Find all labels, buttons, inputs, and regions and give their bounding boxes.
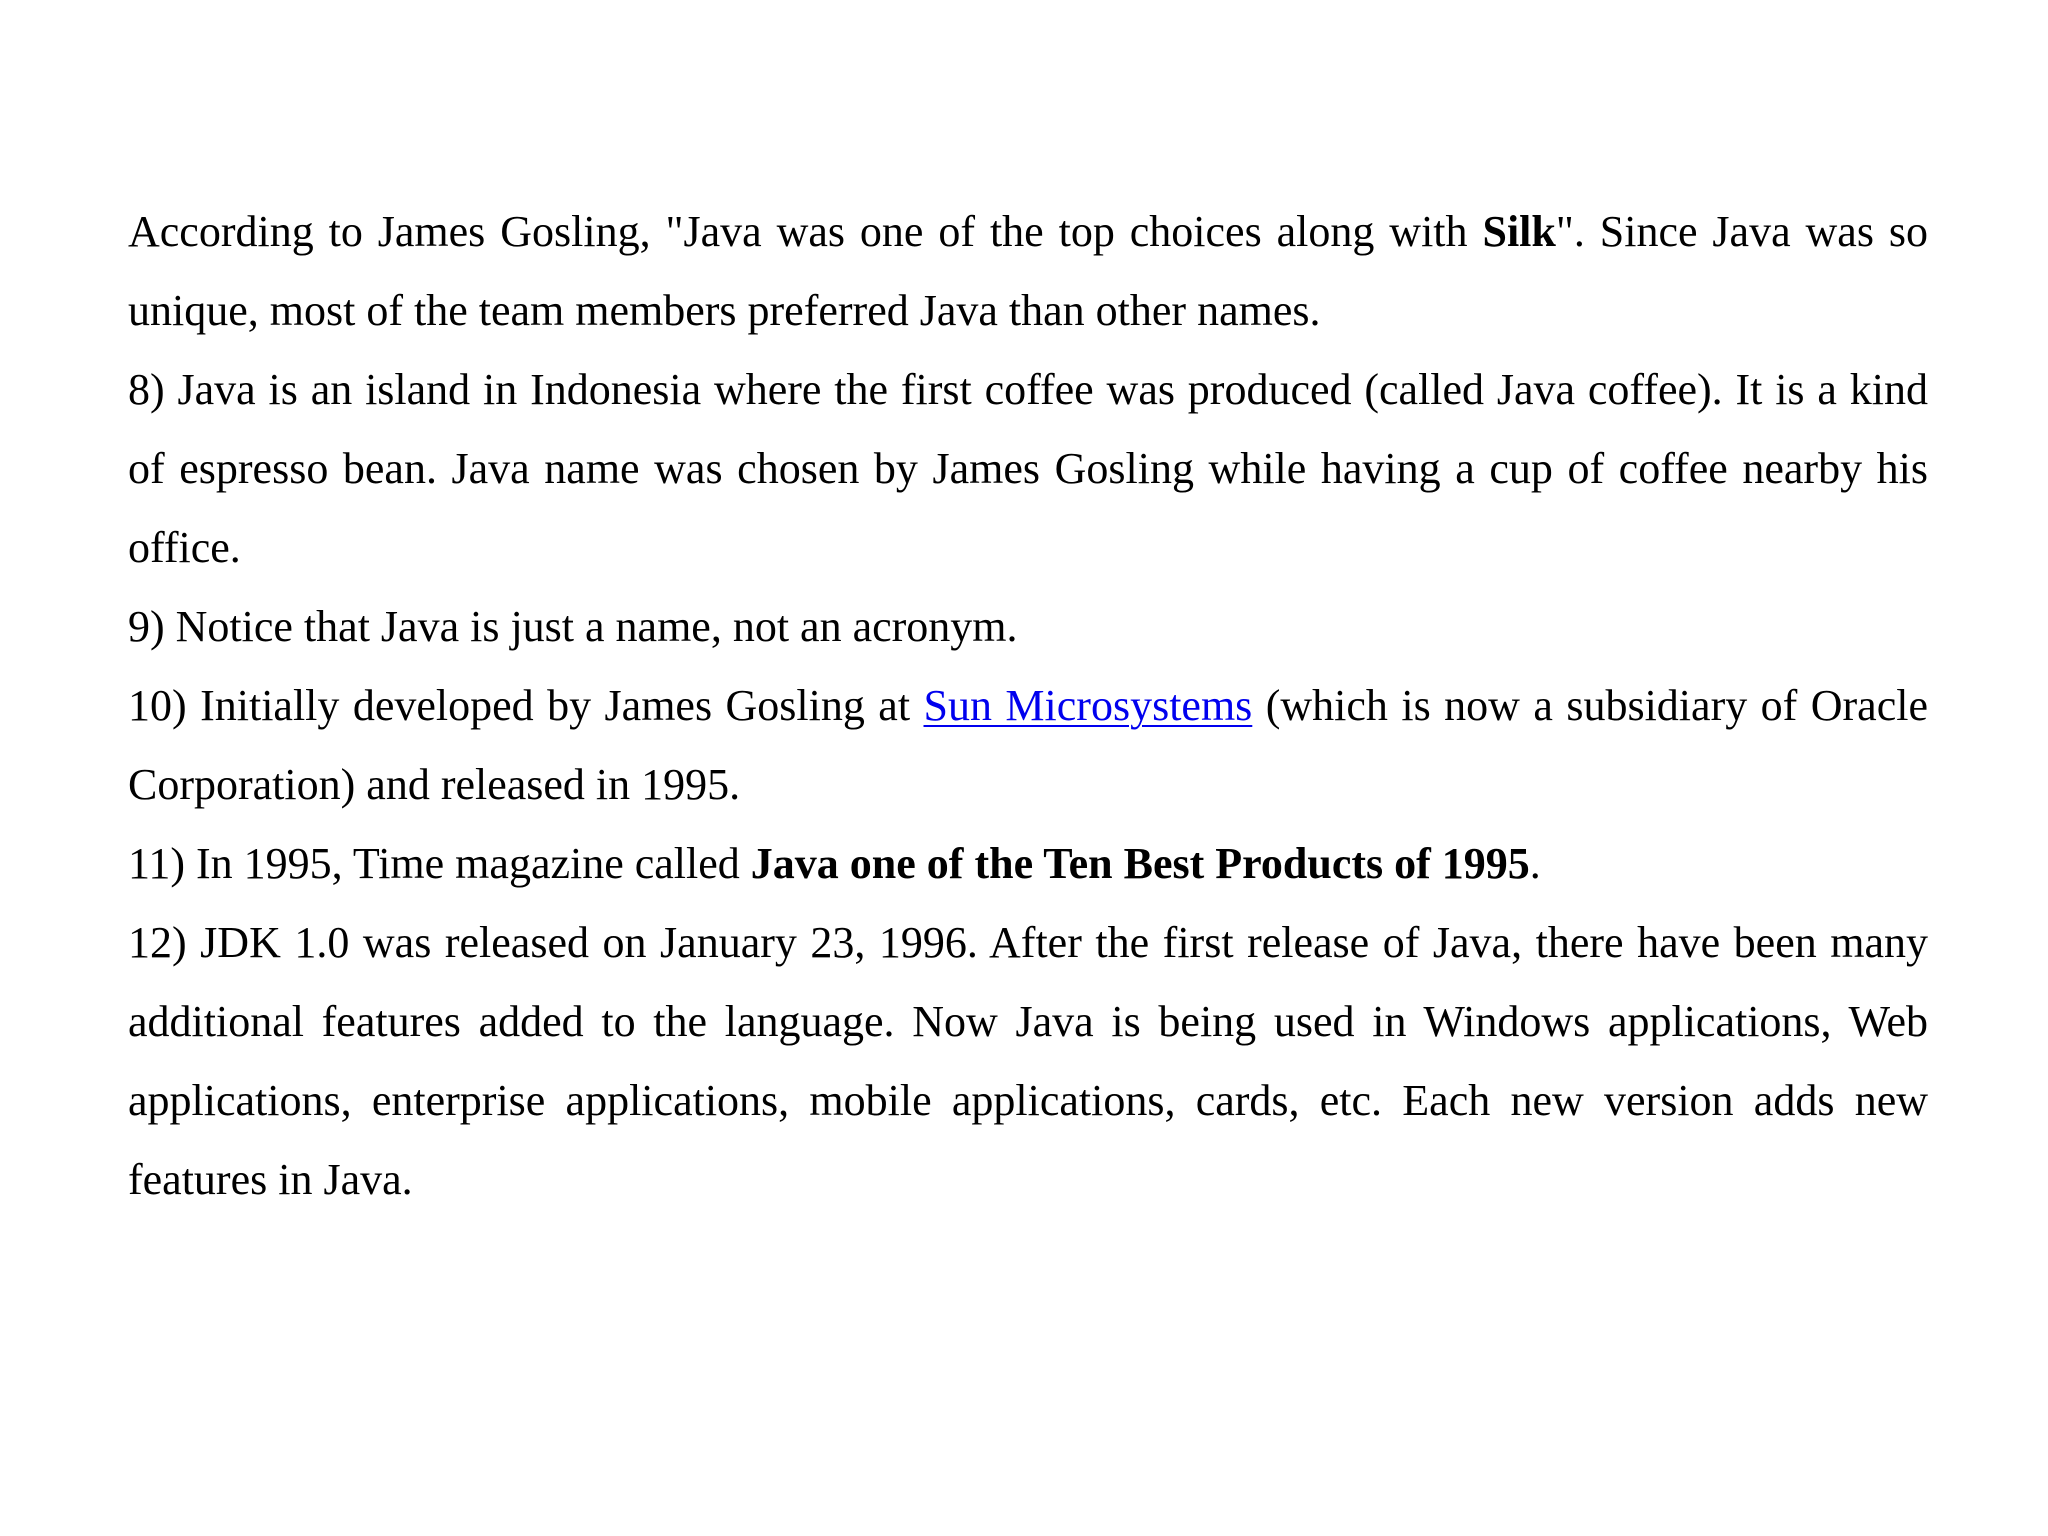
paragraph-item-12 bbox=[128, 903, 1928, 1219]
paragraph-item-11 bbox=[128, 824, 1928, 903]
paragraph-text: 12) JDK 1.0 was released on January 23, 1996. After the first release of Java, there have been many additional features added to the language. Now Java is being used in Windows applications, Web applications, enterprise applications, mobile applications, cards, etc. Each new version adds new features in Java. bbox=[128, 918, 1928, 1204]
paragraph-text: 8) Java is an island in Indonesia where the first coffee was produced (called Java coffee). It is a kind of espresso bean. Java name was chosen by James Gosling while having a cup of coffee nearby his office. bbox=[128, 365, 1928, 572]
paragraph-text: (which is now a subsidiary of Oracle Corporation) and released in 1995. bbox=[128, 681, 1928, 809]
paragraph-text: ". Since Java was so unique, most of the team members preferred Java than other names. bbox=[128, 207, 1928, 335]
paragraph-text: 9) Notice that Java is just a name, not an acronym. bbox=[128, 602, 1018, 651]
bold-phrase-ten-best-products: Java one of the Ten Best Products of 1995 bbox=[750, 839, 1530, 888]
paragraph-item-9 bbox=[128, 587, 1928, 666]
paragraph-item-8 bbox=[128, 350, 1928, 587]
paragraph-text: . bbox=[1529, 839, 1541, 888]
paragraph-item-10 bbox=[128, 666, 1928, 824]
bold-term-silk: Silk bbox=[1482, 207, 1556, 256]
paragraph-text: 11) In 1995, Time magazine called bbox=[128, 839, 751, 888]
sun-microsystems-link[interactable]: Sun Microsystems bbox=[923, 681, 1253, 730]
paragraph-text: 10) Initially developed by James Gosling at bbox=[128, 681, 924, 730]
document-body bbox=[128, 192, 1928, 1219]
paragraph-text: According to James Gosling, "Java was one of the top choices along with bbox=[128, 207, 1483, 256]
paragraph-java-name-choice bbox=[128, 192, 1928, 350]
